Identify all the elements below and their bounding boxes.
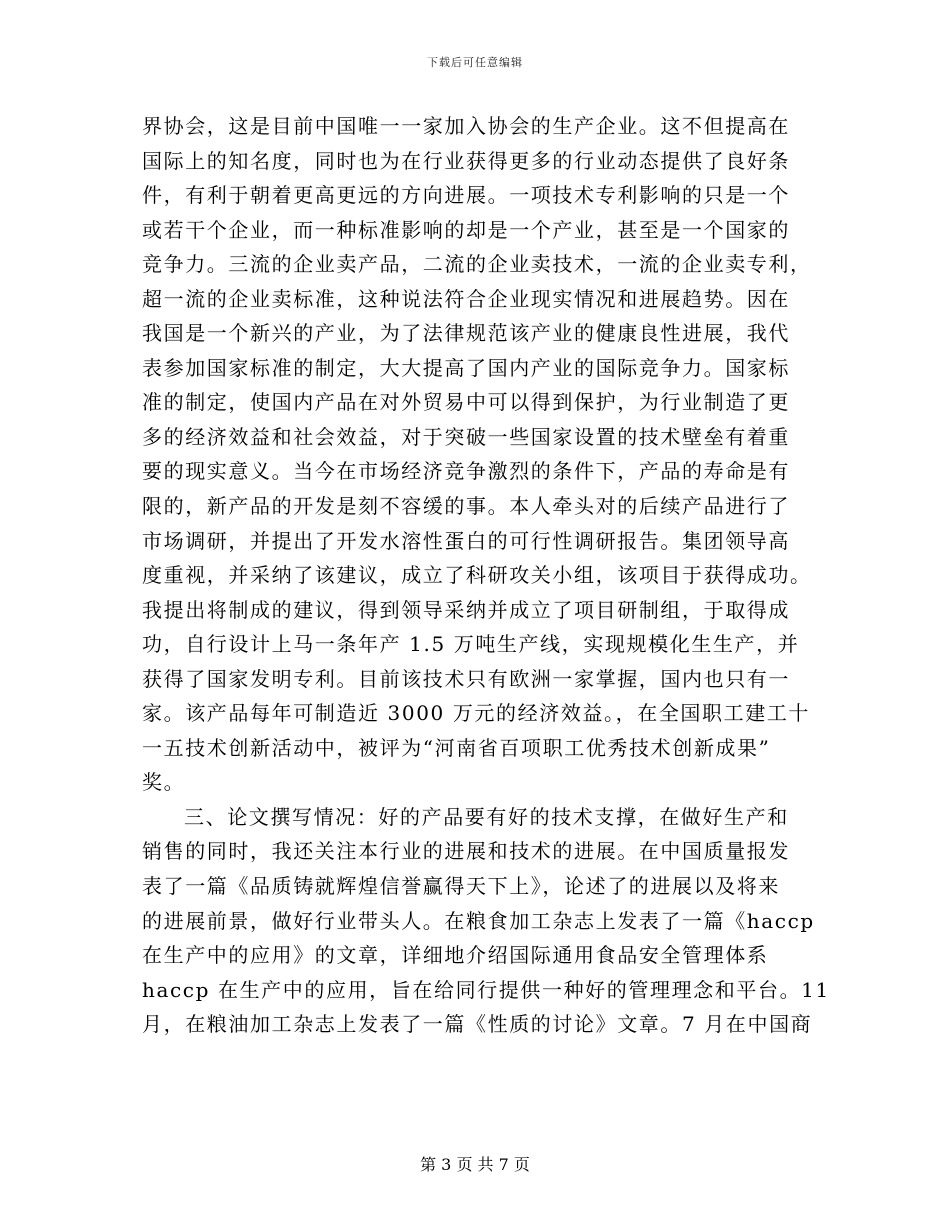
- text-line-paragraph-start: 三、论文撰写情况：好的产品要有好的技术支撑，在做好生产和: [184, 804, 789, 829]
- text-line: 市场调研，并提出了开发水溶性蛋白的可行性调研报告。集团领导高: [142, 528, 790, 553]
- text-line: 销售的同时，我还关注本行业的进展和技术的进展。在中国质量报发: [142, 839, 790, 864]
- text-line: 一五技术创新活动中，被评为“河南省百项职工优秀技术创新成果”: [142, 735, 771, 760]
- text-line: 件，有利于朝着更高更远的方向进展。一项技术专利影响的只是一个: [142, 183, 790, 208]
- page-number-footer: 第 3 页 共 7 页: [420, 1155, 530, 1174]
- text-line: 准的制定，使国内产品在对外贸易中可以得到保护，为行业制造了更: [142, 390, 790, 415]
- text-line: 多的经济效益和社会效益，对于突破一些国家设置的技术壁垒有着重: [142, 424, 790, 449]
- text-line: 要的现实意义。当今在市场经济竞争激烈的条件下，产品的寿命是有: [142, 459, 790, 484]
- text-line: 获得了国家发明专利。目前该技术只有欧洲一家掌握，国内也只有一: [142, 666, 790, 691]
- text-line: 表了一篇《品质铸就辉煌信誉赢得天下上》，论述了的进展以及将来: [142, 874, 780, 899]
- text-line: 度重视，并采纳了该建议，成立了科研攻关小组，该项目于获得成功。: [142, 563, 812, 588]
- text-line: 超一流的企业卖标准，这种说法符合企业现实情况和进展趋势。因在: [142, 286, 790, 311]
- text-line: 的进展前景，做好行业带头人。在粮食加工杂志上发表了一篇《haccp: [142, 908, 815, 933]
- text-line: 或若干个企业，而一种标准影响的却是一个产业，甚至是一个国家的: [142, 217, 790, 242]
- text-line: 我提出将制成的建议，得到领导采纳并成立了项目研制组，于取得成: [142, 597, 790, 622]
- text-line: 国际上的知名度，同时也为在行业获得更多的行业动态提供了良好条: [142, 148, 790, 173]
- text-line: 我国是一个新兴的产业，为了法律规范该产业的健康良性进展，我代: [142, 321, 790, 346]
- text-line: 家。该产品每年可制造近 3000 万元的经济效益。，在全国职工建工十: [142, 701, 811, 726]
- text-line: 在生产中的应用》的文章，详细地介绍国际通用食品安全管理体系: [142, 943, 769, 968]
- text-line: 界协会，这是目前中国唯一一家加入协会的生产企业。这不但提高在: [142, 114, 790, 138]
- text-line: 表参加国家标准的制定，大大提高了国内产业的国际竞争力。国家标: [142, 355, 790, 380]
- text-line: 奖。: [142, 770, 186, 795]
- text-line: 月，在粮油加工杂志上发表了一篇《性质的讨论》文章。7 月在中国商: [142, 1012, 813, 1037]
- body-text: [142, 109, 830, 1042]
- text-line: 功，自行设计上马一条年产 1.5 万吨生产线，实现规模化生生产，并: [142, 632, 800, 657]
- text-line: 限的，新产品的开发是刻不容缓的事。本人牵头对的后续产品进行了: [142, 494, 790, 519]
- text-line: 竞争力。三流的企业卖产品，二流的企业卖技术，一流的企业卖专利，: [142, 252, 812, 277]
- text-line: haccp 在生产中的应用，旨在给同行提供一种好的管理理念和平台。11: [142, 977, 830, 1002]
- header-note: 下载后可任意编辑: [427, 56, 523, 69]
